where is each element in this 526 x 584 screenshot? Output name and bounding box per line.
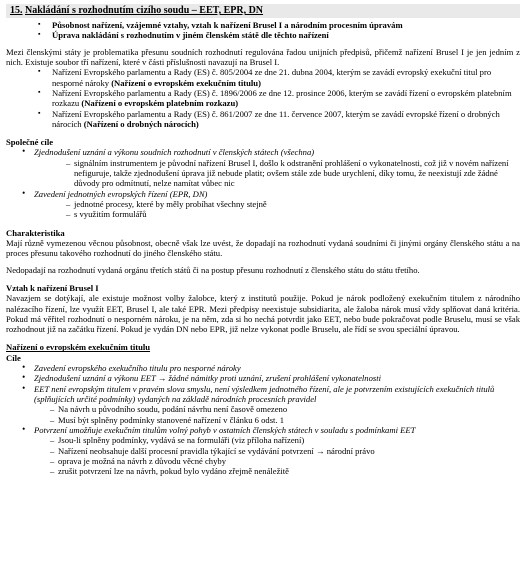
brussels-paragraph: Navazjem se dotýkají, ale existuje možnost volby žalobce, který z institutů použije. Pokud je nárok podložený exekučním titulem z národního nalézacího řízení, lze využít EET, Brusel I, ale také EPR. Mezi předpisy neexistuje subsidiarita, ale žaloba nárok musí vždy splňovat daná kritéria. Pokud má věřitel rozhodnutí o nesporném nároku, je na něm, zda si ho nechá potvrdit jako EET, nebo bude pokračovat podle Bruselu, musí se však rozhodnout již na začátku řízení. Pokud je vydán DN nebo EPR, již nelze vykonat podle Bruselu, ale řídí se svou speciální úpravou.	[6, 293, 520, 335]
eet-detail: – Na návrh u původního soudu, podání návrhu není časově omezeno	[6, 404, 520, 414]
regulation-list	[6, 67, 520, 129]
common-goals-title: Společné cíle	[6, 137, 54, 148]
eet-detail: – Musí být splněny podmínky stanovené nařízení v článku 6 odst. 1	[6, 415, 520, 425]
topic-bullet: ▪ Úprava nakládání s rozhodnutím v jiném členském státě dle těchto nařízení	[6, 30, 520, 40]
goal-detail: – jednotné procesy, které by měly probíhat všechny stejně	[6, 199, 520, 209]
eet-goals-subtitle: Cíle	[6, 352, 21, 363]
eet-list	[6, 363, 520, 476]
eet-title: Nařízení o evropském exekučním titulu	[6, 342, 151, 353]
brussels-title: Vztah k nařízení Brusel I	[6, 282, 99, 293]
goal-detail: – signálním instrumentem je původní nařízení Brusel I, došlo k odstranění prohlášení o vykonatelnosti, což již v novém nařízení nefiguruje, takže zjednodušení úprava již nebude platit; ovšem stále zde bude urychlení, díky tomu, že neexistují zde žádné důvody pro odmítnutí, nelze namítat vůbec nic	[6, 158, 520, 189]
topic-bullet: ▪ Působnost nařízení, vzájemné vztahy, vztah k nařízení Brusel I a národním procesním úpravám	[6, 20, 520, 30]
common-goals-list	[6, 147, 520, 219]
goal-item: • Zavedení jednotných evropských řízení (EPR, DN)	[6, 189, 520, 199]
regulation-item: ▪ Nařízení Evropského parlamentu a Rady (ES) č. 805/2004 ze dne 21. dubna 2004, kterým se zavádí evropský exekuční titul pro nesporné nároky (Nařízení o evropském exekučním titulu)	[6, 67, 520, 88]
characteristics-paragraph: Nedopadají na rozhodnutí vydaná orgánu třetích států či na postup přesunu rozhodnutí z členského státu do státu třetího.	[6, 264, 420, 275]
eet-item: • Potvrzení umožňuje exekučním titulům volný pohyb v ostatních členských státech v souladu s podmínkami EET	[6, 425, 520, 435]
eet-detail: – Jsou-li splněny podmínky, vydává se na formuláři (viz příloha nařízení)	[6, 435, 520, 445]
regulation-item: ▪ Nařízení Evropského parlamentu a Rady (ES) č. 861/2007 ze dne 11. července 2007, kterým se zavádí evropské řízení o drobných nárocích (Nařízení o drobných nárocích)	[6, 109, 520, 130]
eet-detail: – oprava je možná na návrh z důvodu věcné chyby	[6, 456, 520, 466]
goal-item: • Zjednodušení uznání a výkonu soudních rozhodnutí v členských státech (všechna)	[6, 147, 520, 157]
heading-number: 15.	[10, 5, 23, 16]
section-heading	[6, 4, 520, 18]
eet-item: • Zjednodušení uznání a výkonu EET → žádné námitky proti uznání, zrušení prohlášení vykonatelnosti	[6, 373, 520, 383]
intro-paragraph: Mezi členskými státy je problematika přesunu soudních rozhodnutí regulována řadou unijních předpisů, přičemž nařízení Brusel I je jen jedním z nich. Existuje soubor tří nařízení, které v části příslušnosti navazují na Brusel I.	[6, 46, 520, 67]
characteristics-paragraph: Mají různě vymezenou věcnou působnost, obecně však lze uvést, že dopadají na rozhodnutí vydaná soudními či jinými orgány členského státu a na proces přesunu takového rozhodnutí do jiného členského státu.	[6, 237, 520, 259]
goal-detail: – s využitím formulářů	[6, 209, 520, 219]
regulation-item: ▪ Nařízení Evropského parlamentu a Rady (ES) č. 1896/2006 ze dne 12. prosince 2006, kterým se zavádí řízení o evropském platebním rozkazu (Nařízení o evropském platebním rozkazu)	[6, 88, 520, 109]
heading-title: Nakládání s rozhodnutím cizího soudu – EET, EPR, DN	[25, 5, 264, 16]
eet-item: • Zavedení evropského exekučního titulu pro nesporné nároky	[6, 363, 520, 373]
topic-bullets	[6, 20, 520, 41]
eet-item: • EET není evropským titulem v pravém slova smyslu, není výsledkem jednotného řízení, ale je potvrzením existujících exekučních titulů (splňujících určité podmínky) vydaných na základě národních procesních pravidel	[6, 384, 520, 405]
characteristics-title: Charakteristika	[6, 227, 65, 238]
eet-detail: – zrušit potvrzení lze na návrh, pokud bylo vydáno zřejmě nenáležitě	[6, 466, 520, 476]
eet-detail: – Nařízení neobsahuje další procesní pravidla týkající se vydávání potvrzení → národní právo	[6, 446, 520, 456]
